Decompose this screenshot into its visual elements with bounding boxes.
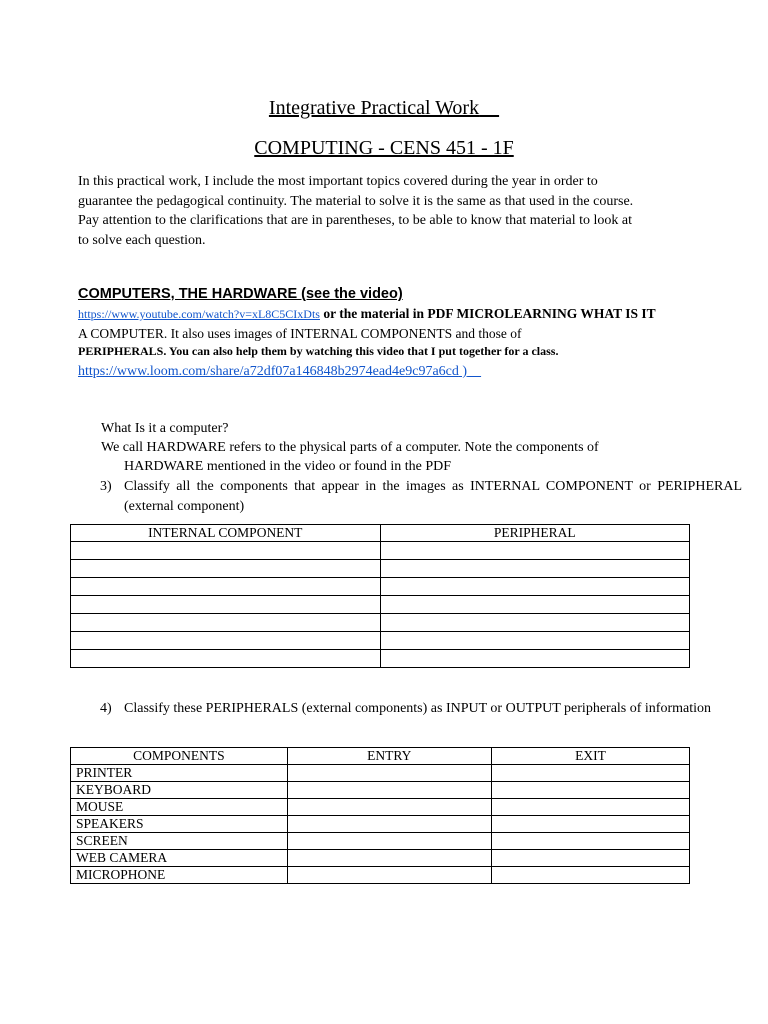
- table-cell[interactable]: [287, 833, 491, 850]
- table-cell[interactable]: [380, 614, 690, 632]
- table-row: [71, 816, 690, 833]
- table-cell[interactable]: [380, 650, 690, 668]
- section-line-4: [78, 364, 481, 380]
- question-4-text: Classify these PERIPHERALS (external components) as INPUT or OUTPUT peripherals of information: [124, 701, 712, 716]
- table-cell[interactable]: [287, 765, 491, 782]
- question-hardware-line2: HARDWARE mentioned in the video or found in the PDF: [124, 459, 452, 474]
- table-cell[interactable]: [71, 542, 381, 560]
- youtube-link[interactable]: https://www.youtube.com/watch?v=xL8C5CIxDts: [78, 307, 320, 321]
- section-line-1: [78, 306, 656, 322]
- component-label: MICROPHONE: [71, 867, 288, 884]
- document-title: Integrative Practical Work: [268, 97, 480, 119]
- intro-paragraph: In this practical work, I include the most important topics covered during the year in order to guarantee the pedagogical continuity. The material to solve it is the same as that used in the course. Pay attention to the clarifications that are in parentheses, to be able to know that material to look at to solve each question.: [78, 174, 634, 248]
- table-cell[interactable]: [287, 799, 491, 816]
- table-cell[interactable]: [287, 850, 491, 867]
- table-cell[interactable]: [71, 560, 381, 578]
- table-cell[interactable]: [491, 833, 689, 850]
- table2-header-exit: EXIT: [491, 748, 689, 765]
- table-cell[interactable]: [71, 578, 381, 596]
- table2-header-components: COMPONENTS: [71, 748, 288, 765]
- section-line-3: PERIPHERALS. You can also help them by watching this video that I put together for a class.: [78, 344, 559, 358]
- table-row: [71, 765, 690, 782]
- table-cell[interactable]: [71, 596, 381, 614]
- table-row: [71, 650, 690, 668]
- table-row: [71, 782, 690, 799]
- course-subtitle: COMPUTING - CENS 451 - 1F: [254, 137, 514, 159]
- question-3-number: 3): [100, 479, 112, 494]
- component-label: SCREEN: [71, 833, 288, 850]
- table-row: [71, 560, 690, 578]
- section-heading: COMPUTERS, THE HARDWARE (see the video): [78, 286, 403, 302]
- component-label: PRINTER: [71, 765, 288, 782]
- table-row: [71, 542, 690, 560]
- table-row: [71, 867, 690, 884]
- table-cell[interactable]: [380, 578, 690, 596]
- table1-header-peripheral: PERIPHERAL: [380, 525, 690, 542]
- table-cell[interactable]: [491, 850, 689, 867]
- section-line-1-text: or the material in PDF MICROLEARNING WHAT IS IT: [319, 306, 656, 321]
- table-cell[interactable]: [380, 596, 690, 614]
- component-label: MOUSE: [71, 799, 288, 816]
- table-cell[interactable]: [287, 867, 491, 884]
- component-label: KEYBOARD: [71, 782, 288, 799]
- table-row: [71, 596, 690, 614]
- table-cell[interactable]: [491, 867, 689, 884]
- loom-link-tail: ): [458, 364, 468, 379]
- table-cell[interactable]: [380, 560, 690, 578]
- table-cell[interactable]: [491, 765, 689, 782]
- table-row: [71, 578, 690, 596]
- table1-header-internal: INTERNAL COMPONENT: [71, 525, 381, 542]
- table-cell[interactable]: [71, 650, 381, 668]
- question-what-is-computer: What Is it a computer?: [101, 421, 229, 436]
- table-cell[interactable]: [491, 816, 689, 833]
- table-cell[interactable]: [380, 542, 690, 560]
- table-cell[interactable]: [71, 632, 381, 650]
- component-label: SPEAKERS: [71, 816, 288, 833]
- table2-header-entry: ENTRY: [287, 748, 491, 765]
- table-row: [71, 799, 690, 816]
- table-cell[interactable]: [287, 782, 491, 799]
- table-cell[interactable]: [380, 632, 690, 650]
- table-row: [71, 632, 690, 650]
- input-output-table: [70, 747, 690, 884]
- table-cell[interactable]: [287, 816, 491, 833]
- table-cell[interactable]: [71, 614, 381, 632]
- table-row: [71, 850, 690, 867]
- question-4-number: 4): [100, 701, 112, 716]
- component-label: WEB CAMERA: [71, 850, 288, 867]
- section-line-2: A COMPUTER. It also uses images of INTERNAL COMPONENTS and those of: [78, 326, 522, 341]
- internal-peripheral-table: [70, 524, 690, 668]
- table-row: [71, 833, 690, 850]
- table-row: [71, 614, 690, 632]
- table-cell[interactable]: [491, 782, 689, 799]
- question-hardware-line1: We call HARDWARE refers to the physical parts of a computer. Note the components of: [101, 440, 599, 455]
- question-3-text: Classify all the components that appear in the images as INTERNAL COMPONENT or PERIPHERAL (external component): [124, 479, 742, 514]
- loom-link[interactable]: https://www.loom.com/share/a72df07a146848b2974ead4e9c97a6cd: [78, 364, 459, 379]
- table-cell[interactable]: [491, 799, 689, 816]
